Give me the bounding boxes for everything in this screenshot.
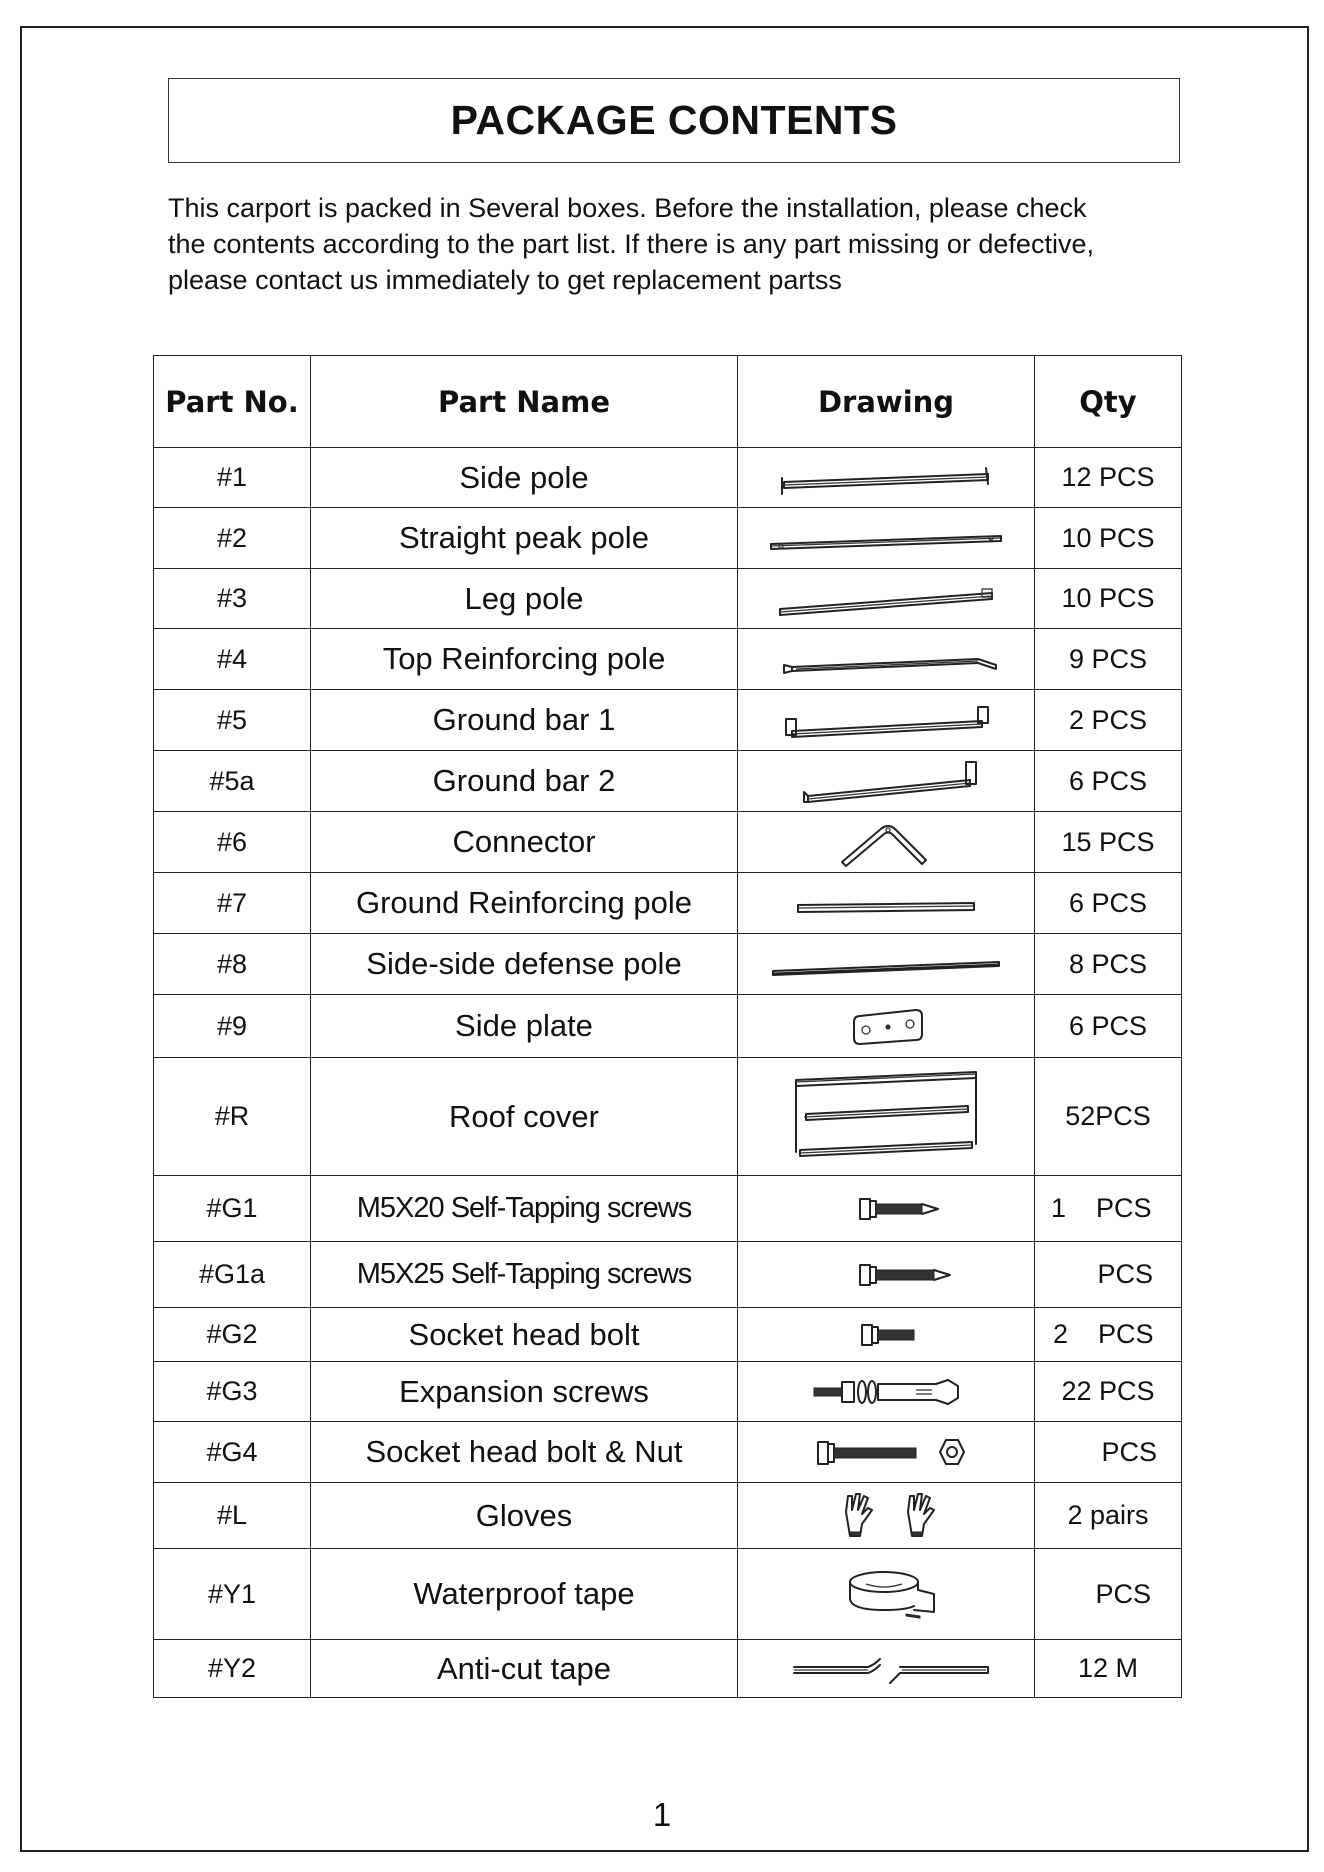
table-row	[154, 934, 1182, 995]
table-row	[154, 629, 1182, 690]
part-name: Straight peak pole	[311, 508, 738, 569]
expansion-screw-icon	[756, 1370, 1016, 1414]
top-reinforcing-pole-icon	[756, 639, 1016, 679]
part-name: Ground Reinforcing pole	[311, 873, 738, 934]
part-qty: 6 PCS	[1035, 751, 1182, 812]
page-title: PACKAGE CONTENTS	[450, 97, 898, 143]
part-no: #2	[154, 508, 311, 569]
part-qty: 15 PCS	[1035, 812, 1182, 873]
part-qty: 12 PCS	[1035, 448, 1182, 508]
table-row	[154, 569, 1182, 629]
part-qty: 1 PCS	[1035, 1176, 1182, 1242]
part-qty: PCS	[1035, 1422, 1182, 1483]
part-no: #G3	[154, 1362, 311, 1422]
part-no: #6	[154, 812, 311, 873]
gloves-icon	[756, 1488, 1016, 1544]
side-pole-icon	[756, 458, 1016, 498]
title-box	[168, 78, 1180, 163]
anti-cut-tape-icon	[756, 1647, 1016, 1691]
part-no: #G1	[154, 1176, 311, 1242]
ground-bar-2-icon	[756, 756, 1016, 806]
side-plate-icon	[756, 1002, 1016, 1050]
part-no: #G2	[154, 1308, 311, 1362]
part-qty: 9 PCS	[1035, 629, 1182, 690]
part-no: #G4	[154, 1422, 311, 1483]
part-qty: 52PCS	[1035, 1058, 1182, 1176]
part-qty: 12 M	[1035, 1640, 1182, 1698]
part-no: #Y1	[154, 1549, 311, 1640]
header-drawing: Drawing	[738, 356, 1035, 448]
part-qty: PCS	[1035, 1549, 1182, 1640]
table-row	[154, 751, 1182, 812]
part-no: #3	[154, 569, 311, 629]
part-no: #1	[154, 448, 311, 508]
part-qty: PCS	[1035, 1242, 1182, 1308]
table-row	[154, 812, 1182, 873]
part-qty: 6 PCS	[1035, 873, 1182, 934]
table-row	[154, 1176, 1182, 1242]
long-self-tapping-screw-icon	[756, 1253, 1016, 1297]
part-name: Waterproof tape	[311, 1549, 738, 1640]
part-name: Top Reinforcing pole	[311, 629, 738, 690]
header-qty: Qty	[1035, 356, 1182, 448]
bolt-and-nut-icon	[756, 1430, 1016, 1474]
part-no: #Y2	[154, 1640, 311, 1698]
part-qty: 8 PCS	[1035, 934, 1182, 995]
part-qty: 6 PCS	[1035, 995, 1182, 1058]
part-name: Gloves	[311, 1483, 738, 1549]
intro-paragraph	[168, 190, 1188, 298]
header-part-no: Part No.	[154, 356, 311, 448]
part-name: Side pole	[311, 448, 738, 508]
part-qty: 10 PCS	[1035, 508, 1182, 569]
ground-bar-1-icon	[756, 697, 1016, 743]
ground-reinforcing-pole-icon	[756, 883, 1016, 923]
connector-icon	[756, 816, 1016, 868]
part-no: #4	[154, 629, 311, 690]
part-name: Connector	[311, 812, 738, 873]
roof-cover-icon	[756, 1062, 1016, 1172]
part-no: #7	[154, 873, 311, 934]
part-name: Socket head bolt & Nut	[311, 1422, 738, 1483]
part-name: Roof cover	[311, 1058, 738, 1176]
part-no: #R	[154, 1058, 311, 1176]
table-row	[154, 1242, 1182, 1308]
table-row	[154, 448, 1182, 508]
straight-peak-pole-icon	[751, 518, 1021, 558]
table-row	[154, 1058, 1182, 1176]
part-no: #L	[154, 1483, 311, 1549]
part-name: Side-side defense pole	[311, 934, 738, 995]
table-row	[154, 873, 1182, 934]
part-name: Ground bar 1	[311, 690, 738, 751]
part-qty: 2 pairs	[1035, 1483, 1182, 1549]
page-number: 1	[652, 1796, 672, 1833]
socket-head-bolt-icon	[756, 1315, 1016, 1355]
part-name: Anti-cut tape	[311, 1640, 738, 1698]
side-defense-pole-icon	[751, 944, 1021, 984]
part-qty: 2 PCS	[1035, 690, 1182, 751]
part-qty: 2 PCS	[1035, 1308, 1182, 1362]
table-row	[154, 508, 1182, 569]
table-row	[154, 1422, 1182, 1483]
part-name: M5X20 Self-Tapping screws	[311, 1176, 738, 1242]
self-tapping-screw-icon	[756, 1187, 1016, 1231]
part-qty: 10 PCS	[1035, 569, 1182, 629]
waterproof-tape-icon	[756, 1554, 1016, 1634]
table-row	[154, 1640, 1182, 1698]
part-no: #5a	[154, 751, 311, 812]
table-row	[154, 1549, 1182, 1640]
parts-table	[153, 355, 1182, 1698]
part-name: M5X25 Self-Tapping screws	[311, 1242, 738, 1308]
part-qty: 22 PCS	[1035, 1362, 1182, 1422]
part-name: Ground bar 2	[311, 751, 738, 812]
part-name: Expansion screws	[311, 1362, 738, 1422]
table-row	[154, 1483, 1182, 1549]
table-row	[154, 1362, 1182, 1422]
table-row	[154, 995, 1182, 1058]
part-no: #5	[154, 690, 311, 751]
part-name: Leg pole	[311, 569, 738, 629]
table-header-row	[154, 356, 1182, 448]
table-row	[154, 1308, 1182, 1362]
part-name: Side plate	[311, 995, 738, 1058]
intro-line: the contents according to the part list. If there is any part missing or defective,	[168, 229, 1094, 259]
intro-line: please contact us immediately to get replacement partss	[168, 265, 842, 295]
header-part-name: Part Name	[311, 356, 738, 448]
part-no: #G1a	[154, 1242, 311, 1308]
part-no: #9	[154, 995, 311, 1058]
intro-line: This carport is packed in Several boxes. Before the installation, please check	[168, 193, 1087, 223]
leg-pole-icon	[756, 577, 1016, 621]
table-row	[154, 690, 1182, 751]
part-name: Socket head bolt	[311, 1308, 738, 1362]
part-no: #8	[154, 934, 311, 995]
